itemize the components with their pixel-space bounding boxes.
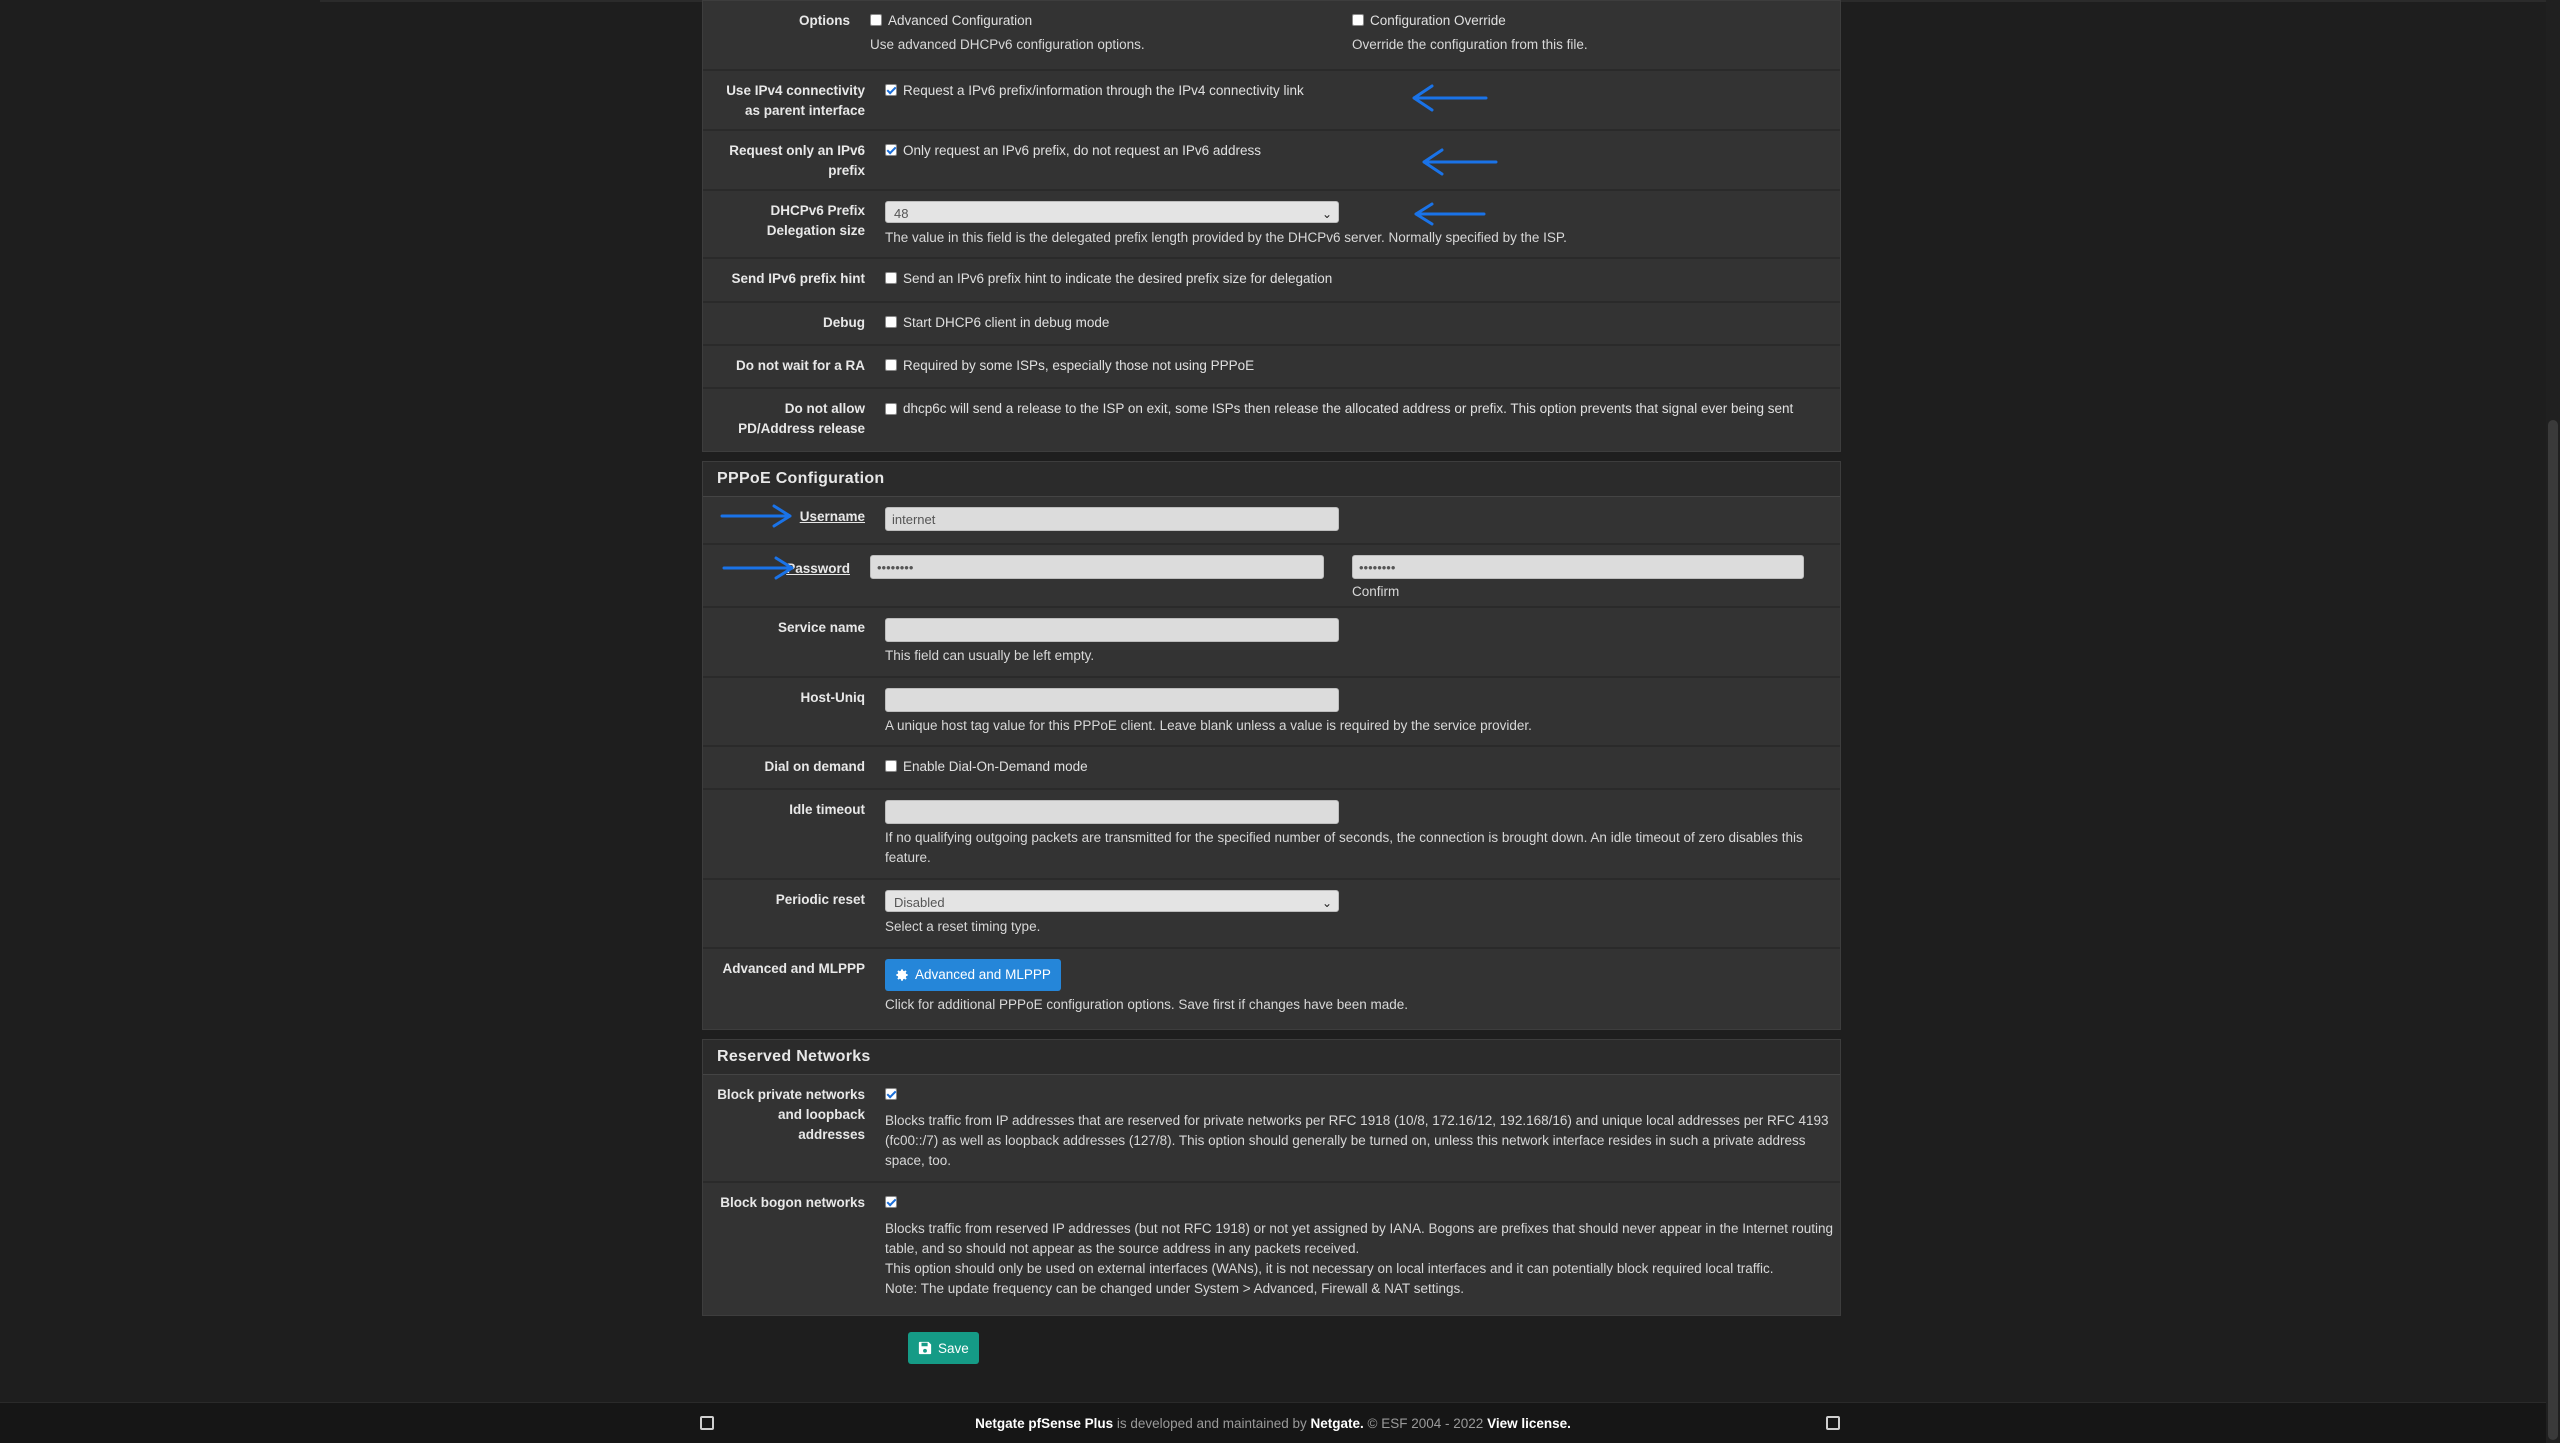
host-uniq-label: Host-Uniq bbox=[800, 690, 865, 705]
prefix-size-label: DHCPv6 Prefix Delegation size bbox=[766, 203, 865, 238]
username-row bbox=[703, 497, 1840, 545]
confirm-label: Confirm bbox=[1352, 584, 1400, 599]
scrollbar-thumb[interactable] bbox=[2548, 420, 2558, 1440]
prefix-size-row bbox=[703, 191, 1840, 259]
configuration-override-label: Configuration Override bbox=[1370, 13, 1506, 28]
debug-checkbox[interactable] bbox=[885, 316, 897, 328]
arrow-annotation-password bbox=[720, 552, 800, 584]
configuration-override-hint: Override the configuration from this file. bbox=[1352, 37, 1588, 52]
no-release-checkbox[interactable] bbox=[885, 403, 897, 415]
idle-timeout-label: Idle timeout bbox=[789, 802, 865, 817]
footer-product: Netgate pfSense Plus bbox=[975, 1416, 1114, 1431]
footer-mid-text: is developed and maintained by bbox=[1113, 1416, 1311, 1431]
only-prefix-text: Only request an IPv6 prefix, do not request an IPv6 address bbox=[903, 143, 1261, 158]
advanced-mlppp-button-label: Advanced and MLPPP bbox=[915, 967, 1051, 982]
only-prefix-label: Request only an IPv6 prefix bbox=[729, 143, 865, 178]
prefix-size-select[interactable] bbox=[885, 201, 1339, 223]
options-row bbox=[703, 1, 1840, 71]
save-icon bbox=[918, 1341, 932, 1355]
reserved-section-title: Reserved Networks bbox=[703, 1040, 1840, 1075]
chevron-down-icon: ⌄ bbox=[1321, 207, 1332, 221]
only-prefix-row bbox=[703, 131, 1840, 191]
block-private-checkbox[interactable] bbox=[885, 1088, 897, 1100]
ipv4-parent-label: Use IPv4 connectivity as parent interface bbox=[726, 83, 865, 118]
host-uniq-input[interactable] bbox=[885, 688, 1339, 712]
mlppp-hint: Click for additional PPPoE configuration options. Save first if changes have been made. bbox=[885, 997, 1409, 1012]
no-ra-checkbox[interactable] bbox=[885, 359, 897, 371]
service-name-hint: This field can usually be left empty. bbox=[885, 648, 1095, 663]
debug-text: Start DHCP6 client in debug mode bbox=[903, 315, 1110, 330]
dial-on-demand-checkbox[interactable] bbox=[885, 760, 897, 772]
advanced-mlppp-button[interactable] bbox=[885, 959, 1061, 991]
no-ra-row bbox=[703, 346, 1840, 389]
no-ra-text: Required by some ISPs, especially those not using PPPoE bbox=[903, 358, 1255, 373]
scrollbar[interactable] bbox=[2546, 0, 2560, 1443]
footer-right-icon[interactable] bbox=[1826, 1416, 1840, 1430]
password-label: Password bbox=[786, 561, 850, 576]
save-button[interactable] bbox=[908, 1332, 979, 1364]
main-content bbox=[702, 0, 1841, 1364]
debug-label: Debug bbox=[823, 315, 865, 330]
prefix-size-value: 48 bbox=[894, 206, 909, 221]
prefix-size-hint: The value in this field is the delegated prefix length provided by the DHCPv6 server. Normally specified by the ISP. bbox=[885, 230, 1567, 245]
debug-row bbox=[703, 303, 1840, 346]
no-release-row bbox=[703, 389, 1840, 451]
prefix-hint-checkbox[interactable] bbox=[885, 272, 897, 284]
prefix-hint-label: Send IPv6 prefix hint bbox=[731, 271, 865, 286]
periodic-reset-label: Periodic reset bbox=[775, 892, 865, 907]
ipv4-parent-checkbox[interactable] bbox=[885, 84, 897, 96]
password-input[interactable] bbox=[870, 555, 1324, 579]
block-bogon-hint-2: This option should only be used on external interfaces (WANs), it is not necessary on local interfaces and it can potentially block required local traffic. bbox=[885, 1261, 1774, 1276]
footer-license-link[interactable]: View license. bbox=[1487, 1416, 1571, 1431]
footer-company-link[interactable]: Netgate. bbox=[1310, 1416, 1364, 1431]
dial-on-demand-label: Dial on demand bbox=[764, 759, 865, 774]
password-confirm-input[interactable] bbox=[1352, 555, 1804, 579]
dhcp6-panel bbox=[702, 0, 1841, 452]
block-bogon-label: Block bogon networks bbox=[720, 1195, 865, 1210]
arrow-annotation-username bbox=[718, 500, 798, 532]
footer-copyright: © ESF 2004 - 2022 bbox=[1363, 1416, 1488, 1431]
advanced-configuration-checkbox[interactable] bbox=[870, 14, 882, 26]
reserved-networks-panel bbox=[702, 1039, 1841, 1316]
mlppp-label: Advanced and MLPPP bbox=[722, 961, 865, 976]
advanced-configuration-hint: Use advanced DHCPv6 configuration options. bbox=[870, 37, 1145, 52]
password-row bbox=[703, 545, 1840, 608]
service-name-input[interactable] bbox=[885, 618, 1339, 642]
service-name-label: Service name bbox=[777, 620, 865, 635]
host-uniq-row bbox=[703, 678, 1840, 747]
periodic-reset-select[interactable] bbox=[885, 890, 1339, 912]
ipv4-parent-text: Request a IPv6 prefix/information through the IPv4 connectivity link bbox=[903, 83, 1304, 98]
options-label: Options bbox=[799, 13, 850, 28]
ipv4-parent-row bbox=[703, 71, 1840, 131]
periodic-reset-value: Disabled bbox=[894, 895, 945, 910]
pppoe-panel bbox=[702, 461, 1841, 1030]
arrow-annotation-ipv4-parent bbox=[1408, 82, 1488, 114]
block-private-row bbox=[703, 1075, 1840, 1183]
footer bbox=[0, 1402, 2546, 1443]
username-input[interactable] bbox=[885, 507, 1339, 531]
prefix-hint-row bbox=[703, 259, 1840, 303]
block-private-label: Block private networks and loopback addresses bbox=[717, 1087, 865, 1142]
save-button-label: Save bbox=[938, 1340, 969, 1356]
idle-timeout-hint: If no qualifying outgoing packets are transmitted for the specified number of seconds, the connection is brought down. An idle timeout of zero disables this feature. bbox=[885, 830, 1803, 865]
footer-left-icon[interactable] bbox=[700, 1416, 714, 1430]
block-bogon-hint-1: Blocks traffic from reserved IP addresses (but not RFC 1918) or not yet assigned by IANA. Bogons are prefixes that should never appear in the Internet routing table, and so should not appear as the source address in any packets received. bbox=[885, 1221, 1834, 1256]
username-label: Username bbox=[799, 509, 865, 524]
host-uniq-hint: A unique host tag value for this PPPoE client. Leave blank unless a value is required by the service provider. bbox=[885, 718, 1532, 733]
arrow-annotation-prefix-size bbox=[1410, 198, 1490, 230]
idle-timeout-input[interactable] bbox=[885, 800, 1339, 824]
service-name-row bbox=[703, 608, 1840, 678]
dial-on-demand-text: Enable Dial-On-Demand mode bbox=[903, 759, 1088, 774]
block-bogon-checkbox[interactable] bbox=[885, 1196, 897, 1208]
only-prefix-checkbox[interactable] bbox=[885, 144, 897, 156]
advanced-configuration-label: Advanced Configuration bbox=[888, 13, 1033, 28]
prefix-hint-text: Send an IPv6 prefix hint to indicate the desired prefix size for delegation bbox=[903, 271, 1333, 286]
no-release-text: dhcp6c will send a release to the ISP on exit, some ISPs then release the allocated address or prefix. This option prevents that signal ever being sent bbox=[903, 401, 1794, 416]
chevron-down-icon: ⌄ bbox=[1321, 896, 1332, 910]
block-private-hint: Blocks traffic from IP addresses that are reserved for private networks per RFC 1918 (10/8, 172.16/12, 192.168/16) and unique local addresses per RFC 4193 (fc00::/7) as well as loopback addresses (127/8). This option should generally be turned on, unless this network interface resides in such a private address space, too. bbox=[885, 1113, 1829, 1168]
gear-icon bbox=[895, 968, 909, 982]
no-ra-label: Do not wait for a RA bbox=[736, 358, 865, 373]
block-bogon-row bbox=[703, 1183, 1840, 1315]
periodic-reset-hint: Select a reset timing type. bbox=[885, 919, 1041, 934]
mlppp-row bbox=[703, 949, 1840, 1029]
idle-timeout-row bbox=[703, 790, 1840, 880]
arrow-annotation-only-prefix bbox=[1418, 146, 1498, 178]
configuration-override-checkbox[interactable] bbox=[1352, 14, 1364, 26]
pppoe-section-title: PPPoE Configuration bbox=[703, 462, 1840, 497]
no-release-label: Do not allow PD/Address release bbox=[738, 401, 865, 436]
dial-on-demand-row bbox=[703, 747, 1840, 790]
block-bogon-hint-3: Note: The update frequency can be changed under System > Advanced, Firewall & NAT settings. bbox=[885, 1281, 1464, 1296]
periodic-reset-row bbox=[703, 880, 1840, 949]
